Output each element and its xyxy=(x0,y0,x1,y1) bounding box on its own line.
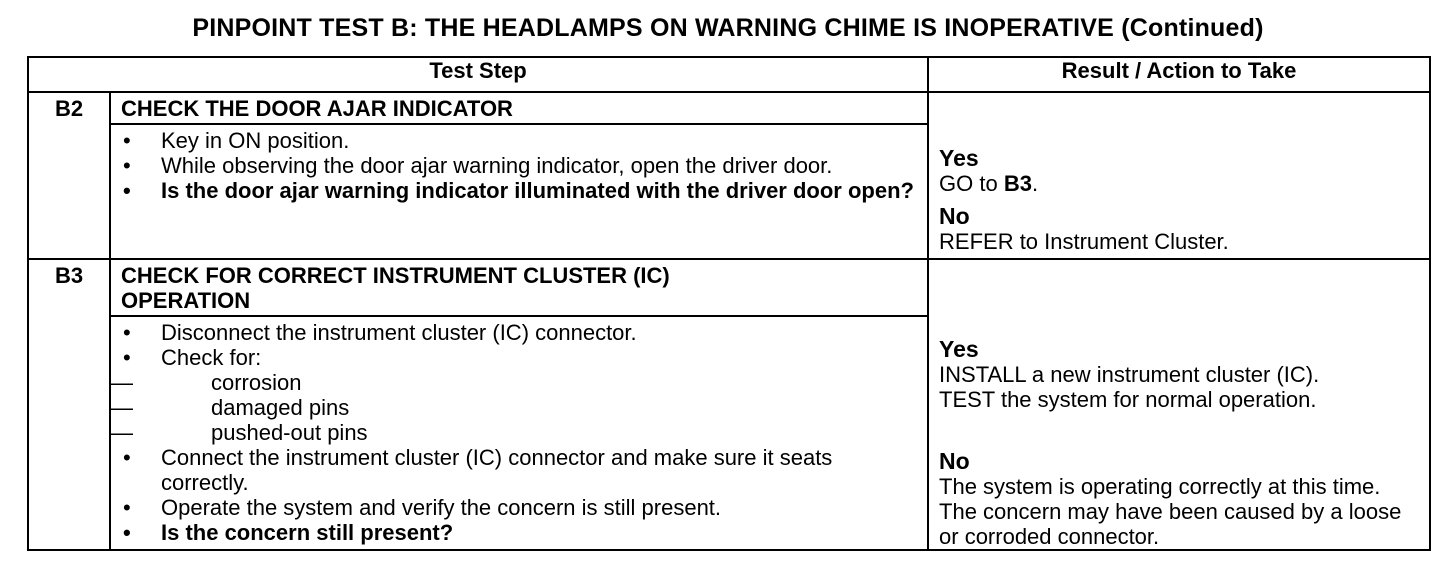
step-b3-id: B3 xyxy=(28,259,110,550)
b3-yes-action-2: TEST the system for normal operation. xyxy=(939,387,1317,412)
dash-glyph: — xyxy=(111,420,133,446)
b3-step-question: • Is the concern still present? xyxy=(111,520,919,545)
b2-step-list xyxy=(111,128,919,203)
b3-step-2 xyxy=(111,345,919,445)
header-test-step: Test Step xyxy=(28,57,928,92)
b3-check-item-text: pushed-out pins xyxy=(211,420,368,446)
b3-step-4: • Operate the system and verify the concern is still present. xyxy=(111,495,919,520)
b2-yes-suffix: . xyxy=(1031,171,1039,196)
step-b2-result xyxy=(928,92,1430,259)
step-b3-title-row xyxy=(28,259,1430,316)
step-b3-result xyxy=(928,259,1430,550)
b3-step-list xyxy=(111,320,919,545)
b2-step-1: • Key in ON position. xyxy=(111,128,919,153)
b2-yes-label: Yes xyxy=(939,145,979,171)
b3-yes-label: Yes xyxy=(939,336,979,362)
b2-yes-ref: B3 xyxy=(1003,171,1032,196)
b3-step-1: • Disconnect the instrument cluster (IC) connector. xyxy=(111,320,919,345)
b3-check-item xyxy=(111,420,919,445)
step-b2-title-row xyxy=(28,92,1430,124)
b2-yes-action xyxy=(939,171,1419,196)
pinpoint-test-table xyxy=(27,56,1431,551)
b3-check-item-text: corrosion xyxy=(211,370,302,396)
step-b3-steps xyxy=(110,316,928,550)
b3-no-action: The system is operating correctly at this time. The concern may have been caused by a loose or corroded connector. xyxy=(939,474,1402,549)
b2-no-label: No xyxy=(939,203,970,229)
step-b2-steps xyxy=(110,124,928,259)
header-result: Result / Action to Take xyxy=(928,57,1430,92)
b3-step-3: • Connect the instrument cluster (IC) connector and make sure it seats correctly. xyxy=(111,445,919,495)
b2-yes-text: GO to xyxy=(939,171,1004,196)
step-b2-title: CHECK THE DOOR AJAR INDICATOR xyxy=(110,92,928,124)
table-header-row xyxy=(28,57,1430,92)
b3-yes-action-1: INSTALL a new instrument cluster (IC). xyxy=(939,362,1320,387)
dash-glyph: — xyxy=(111,370,133,396)
b3-step-2-text: Check for: xyxy=(161,345,262,371)
b3-check-item-text: damaged pins xyxy=(211,395,350,421)
b3-check-item xyxy=(111,370,919,395)
b2-no-action: REFER to Instrument Cluster. xyxy=(939,229,1229,254)
page-title: PINPOINT TEST B: THE HEADLAMPS ON WARNING CHIME IS INOPERATIVE (Continued) xyxy=(192,14,1264,42)
b3-no-label: No xyxy=(939,448,970,474)
dash-glyph: — xyxy=(111,395,133,421)
step-b2-id: B2 xyxy=(28,92,110,259)
b2-step-question: • Is the door ajar warning indicator illuminated with the driver door open? xyxy=(111,178,919,203)
b2-step-2: • While observing the door ajar warning indicator, open the driver door. xyxy=(111,153,919,178)
step-b3-title: CHECK FOR CORRECT INSTRUMENT CLUSTER (IC) OPERATION xyxy=(110,259,928,316)
b3-check-item xyxy=(111,395,919,420)
